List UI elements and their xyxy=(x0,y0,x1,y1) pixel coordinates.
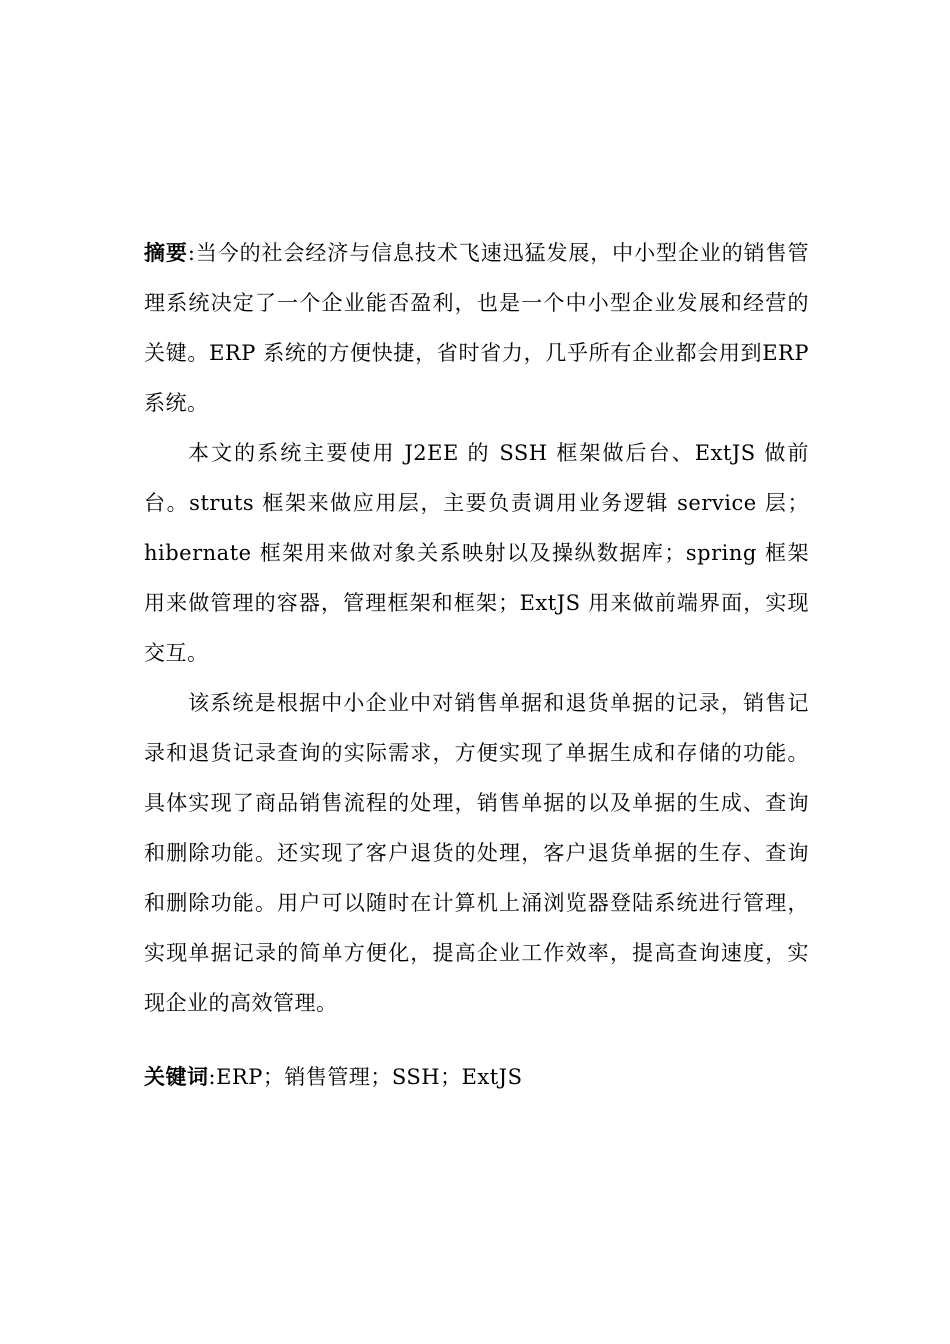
abstract-paragraph-3: 该系统是根据中小企业中对销售单据和退货单据的记录，销售记录和退货记录查询的实际需求，方便实现了单据生成和存储的功能。具体实现了商品销售流程的处理，销售单据的以及单据的生成、查询和删除功能。还实现了客户退货的处理，客户退货单据的生存、查询和删除功能。用户可以随时在计算机上涌浏览器登陆系统进行管理，实现单据记录的简单方便化，提高企业工作效率，提高查询速度，实现企业的高效管理。 xyxy=(144,691,809,1015)
abstract-label: 摘要 xyxy=(144,241,188,265)
keywords-text: ERP；销售管理；SSH；ExtJS xyxy=(216,1065,523,1089)
abstract-text-1: 当今的社会经济与信息技术飞速迅猛发展，中小型企业的销售管理系统决定了一个企业能否盈利，也是一个中小型企业发展和经营的关键。ERP 系统的方便快捷，省时省力，几乎所有企业都会用到ERP 系统。 xyxy=(144,241,809,415)
keywords-colon: : xyxy=(208,1065,217,1089)
abstract-colon: : xyxy=(187,241,196,265)
keywords-label: 关键词 xyxy=(144,1065,209,1089)
keywords-line xyxy=(144,1052,809,1102)
abstract-paragraph-1 xyxy=(144,228,809,428)
abstract-paragraph-2: 本文的系统主要使用 J2EE 的 SSH 框架做后台、ExtJS 做前台。struts 框架来做应用层，主要负责调用业务逻辑 service 层；hibernate 框架用来做对象关系映射以及操纵数据库；spring 框架用来做管理的容器，管理框架和框架；ExtJS 用来做前端界面，实现交互。 xyxy=(144,441,809,665)
abstract-page xyxy=(144,228,809,1102)
